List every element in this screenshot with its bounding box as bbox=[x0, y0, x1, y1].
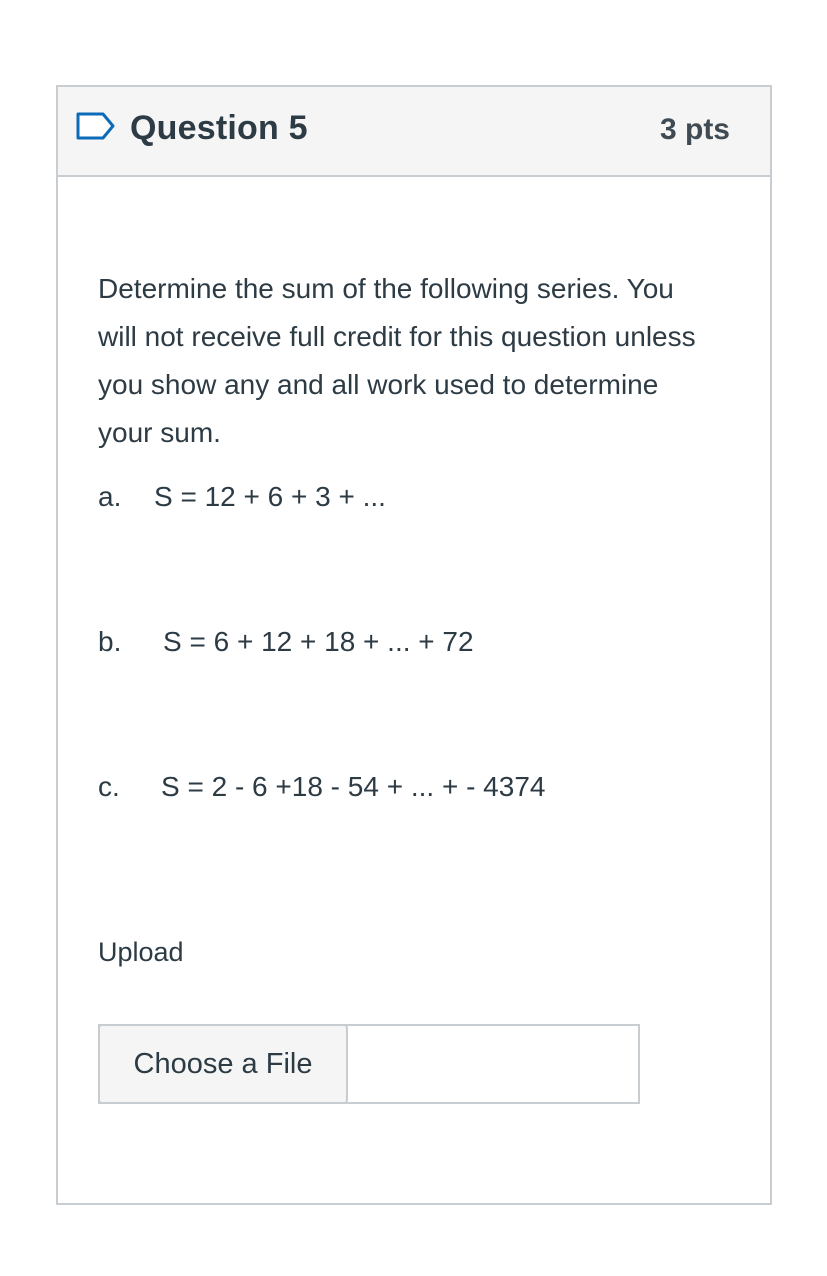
flag-icon[interactable] bbox=[75, 111, 117, 141]
question-title: Question 5 bbox=[130, 109, 308, 147]
file-name-display bbox=[352, 1026, 638, 1102]
series-letter: b. bbox=[98, 626, 122, 657]
series-letter: a. bbox=[98, 481, 122, 512]
choose-file-button[interactable]: Choose a File bbox=[98, 1024, 348, 1104]
question-text bbox=[98, 265, 708, 457]
question-prompt: Determine the sum of the following series. You will not receive full credit for this question unless you show any and all work used to determine your sum. bbox=[98, 273, 696, 448]
question-card bbox=[56, 85, 772, 1205]
series-item-a bbox=[98, 481, 386, 513]
series-letter: c. bbox=[98, 771, 120, 802]
series-expression: S = 6 + 12 + 18 + ... + 72 bbox=[163, 626, 474, 657]
question-points: 3 pts bbox=[659, 113, 730, 146]
question-header bbox=[58, 87, 770, 177]
series-expression: S = 2 - 6 +18 - 54 + ... + - 4374 bbox=[161, 771, 546, 802]
upload-label: Upload bbox=[98, 937, 184, 967]
series-item-c bbox=[98, 771, 545, 803]
file-upload-field[interactable] bbox=[98, 1024, 640, 1104]
series-expression: S = 12 + 6 + 3 + ... bbox=[154, 481, 386, 512]
series-item-b bbox=[98, 626, 474, 658]
